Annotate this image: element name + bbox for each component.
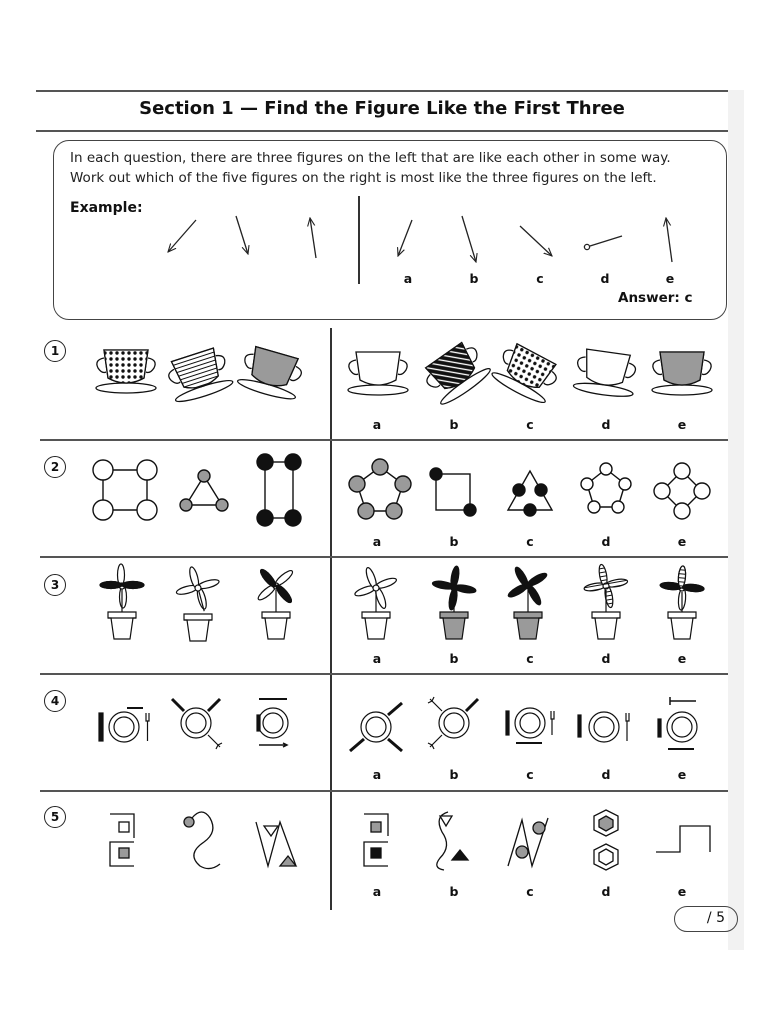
- q4-option-a-label: a: [372, 767, 382, 782]
- q3-figure-1: [100, 564, 144, 639]
- q5-figure-1: [110, 814, 134, 866]
- q1-figure-3: [236, 344, 306, 402]
- q2-option-b-label: b: [449, 534, 459, 549]
- q1-option-b: [419, 338, 493, 408]
- example-label: Example:: [70, 200, 143, 216]
- q4-option-d: [578, 712, 629, 742]
- q5-option-c: [508, 818, 548, 866]
- q1-option-e: [652, 352, 712, 395]
- q1-option-a: [348, 352, 408, 395]
- q4-figure-1: [99, 708, 149, 742]
- q5-option-e-label: e: [677, 884, 687, 899]
- question-number-3: 3: [44, 574, 66, 596]
- q5-option-b-label: b: [449, 884, 459, 899]
- q4-figure-2: [172, 699, 222, 749]
- q4-option-c: [506, 708, 554, 743]
- q1-figure-2: [164, 346, 234, 405]
- example-option-b-label: b: [469, 271, 479, 286]
- q2-option-c: [508, 471, 552, 516]
- q4-option-e: [658, 697, 697, 749]
- q5-option-b: [437, 812, 468, 870]
- q5-option-a-label: a: [372, 884, 382, 899]
- q1-figure-1: [96, 350, 156, 393]
- q2-figure-2: [180, 470, 228, 511]
- q2-option-e-label: e: [677, 534, 687, 549]
- q1-option-d-label: d: [601, 417, 611, 432]
- example-option-e-label: e: [665, 271, 675, 286]
- q4-option-c-label: c: [526, 767, 534, 782]
- q5-figure-3: [256, 822, 296, 866]
- example-answer: Answer: c: [618, 290, 693, 306]
- q2-figure-1: [93, 460, 157, 520]
- q4-option-b-label: b: [449, 767, 459, 782]
- q5-option-e: [656, 826, 710, 852]
- q4-option-a: [350, 703, 402, 751]
- q1-option-c: [490, 340, 563, 406]
- q4-option-e-label: e: [677, 767, 687, 782]
- q2-option-e: [654, 463, 710, 519]
- score-box: / 5: [674, 906, 738, 932]
- example-option-a-label: a: [403, 271, 413, 286]
- question-number-2: 2: [44, 456, 66, 478]
- question-number-4: 4: [44, 690, 66, 712]
- q1-option-e-label: e: [677, 417, 687, 432]
- q2-option-a: [349, 459, 411, 519]
- example-option-d-label: d: [600, 271, 610, 286]
- q1-option-d: [573, 348, 638, 399]
- q2-option-d: [581, 463, 631, 513]
- section-title: Section 1 — Find the Figure Like the First Three: [139, 98, 625, 119]
- q5-option-d-label: d: [601, 884, 611, 899]
- q4-option-b: [428, 697, 478, 749]
- q1-option-c-label: c: [526, 417, 534, 432]
- q3-figure-2: [171, 561, 225, 617]
- q2-option-c-label: c: [526, 534, 534, 549]
- q5-figure-2: [184, 812, 220, 869]
- q5-option-d: [594, 810, 618, 870]
- q2-option-d-label: d: [601, 534, 611, 549]
- q1-option-b-label: b: [449, 417, 459, 432]
- q3-option-c-label: c: [526, 651, 534, 666]
- q2-option-b: [430, 468, 476, 516]
- q5-option-c-label: c: [526, 884, 534, 899]
- q4-option-d-label: d: [601, 767, 611, 782]
- q3-option-e-label: e: [677, 651, 687, 666]
- q3-option-d-label: d: [601, 651, 611, 666]
- instructions-line-1: In each question, there are three figures on the left that are like each other in some way.: [70, 150, 671, 166]
- question-number-5: 5: [44, 806, 66, 828]
- instructions-line-2: Work out which of the five figures on the right is most like the three figures on the left.: [70, 170, 657, 186]
- q1-option-a-label: a: [372, 417, 382, 432]
- example-option-c-label: c: [536, 271, 544, 286]
- q4-figure-3: [257, 699, 288, 747]
- q2-figure-3: [257, 454, 301, 526]
- q5-option-a: [364, 814, 388, 866]
- q3-option-b-label: b: [449, 651, 459, 666]
- question-number-1: 1: [44, 340, 66, 362]
- q2-option-a-label: a: [372, 534, 382, 549]
- q3-option-a-label: a: [372, 651, 382, 666]
